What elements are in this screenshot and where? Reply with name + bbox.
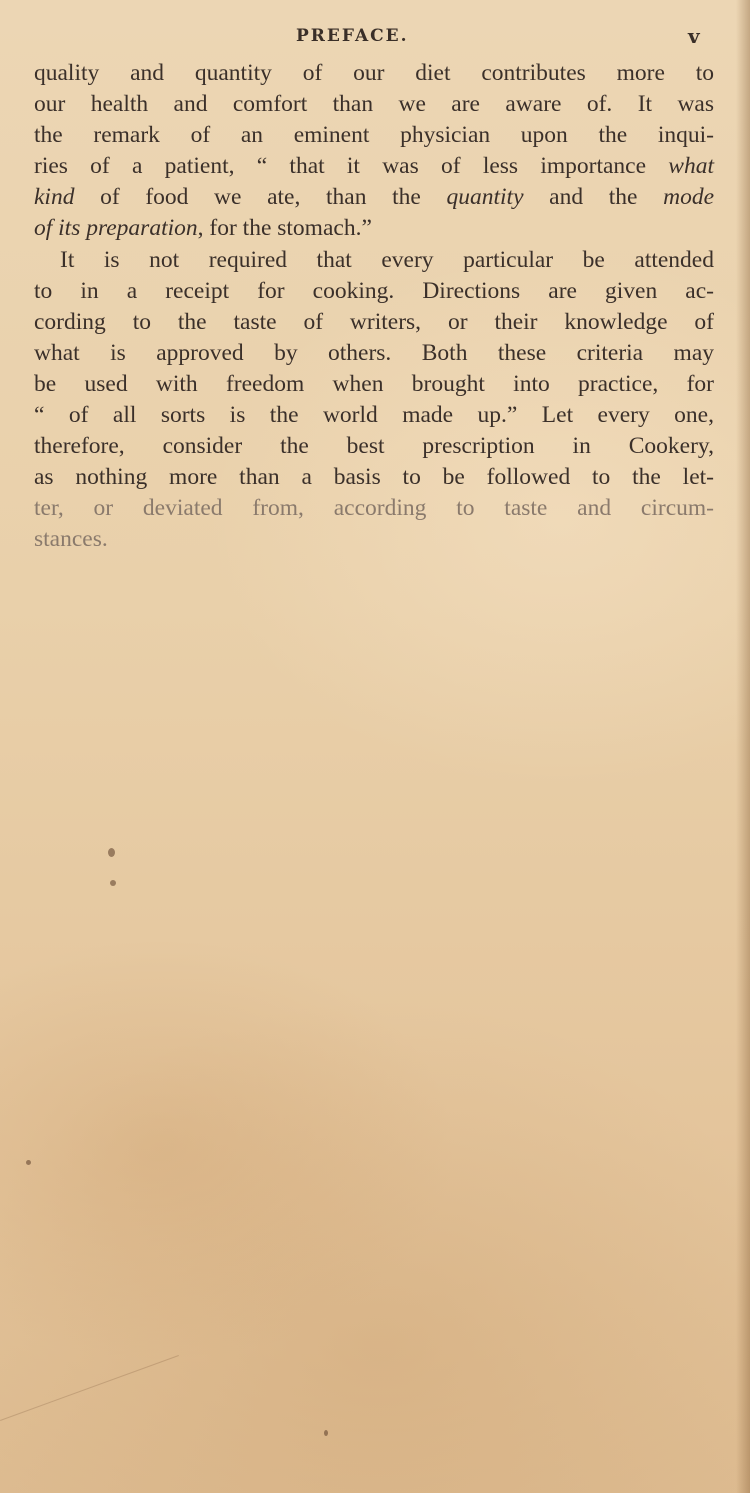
- text-line: stances.: [34, 526, 108, 553]
- text-run: and the: [523, 184, 664, 211]
- paragraph-2: [34, 245, 714, 556]
- text-line: quality and quantity of our diet contributes more to: [34, 60, 714, 86]
- text-line: It is not required that every particular be attended: [60, 246, 714, 273]
- italic-phrase: quantity: [446, 184, 524, 211]
- paper-crease: [0, 1355, 206, 1493]
- text-line: [34, 182, 714, 213]
- text-line: therefore, consider the best prescription in Cookery,: [34, 433, 714, 460]
- paper-speck: [110, 880, 116, 886]
- body-text: [34, 58, 714, 556]
- italic-phrase: mode: [663, 184, 714, 211]
- running-title: PREFACE.: [296, 26, 409, 46]
- text-run: of food we ate, than the: [74, 184, 447, 211]
- paragraph-1: [34, 58, 714, 245]
- text-line: cording to the taste of writers, or their knowledge of: [34, 308, 714, 335]
- italic-phrase: of its preparation: [34, 215, 198, 242]
- text-line: “ of all sorts is the world made up.” Let every one,: [34, 402, 714, 429]
- paper-speck: [108, 848, 115, 857]
- paper-speck: [26, 1160, 31, 1165]
- text-line: to in a receipt for cooking. Directions are given ac-: [34, 277, 714, 304]
- italic-phrase: what: [668, 153, 714, 180]
- text-line: be used with freedom when brought into practice, for: [34, 370, 714, 397]
- italic-phrase: kind: [34, 184, 75, 211]
- text-run: ries of a patient, “ that it was of less importance: [34, 153, 669, 180]
- text-run: , for the stomach.”: [197, 215, 372, 242]
- text-line: what is approved by others. Both these criteria may: [34, 339, 714, 366]
- text-line: as nothing more than a basis to be followed to the let-: [34, 464, 714, 491]
- text-line: our health and comfort than we are aware of. It was: [34, 91, 714, 118]
- text-line: [34, 151, 714, 182]
- paper-speck: [324, 1430, 328, 1436]
- running-head: [0, 26, 750, 54]
- text-line: ter, or deviated from, according to taste and circum-: [34, 495, 714, 522]
- page-number: v: [688, 24, 700, 48]
- text-line: the remark of an eminent physician upon the inqui-: [34, 122, 714, 149]
- text-line: [34, 213, 714, 244]
